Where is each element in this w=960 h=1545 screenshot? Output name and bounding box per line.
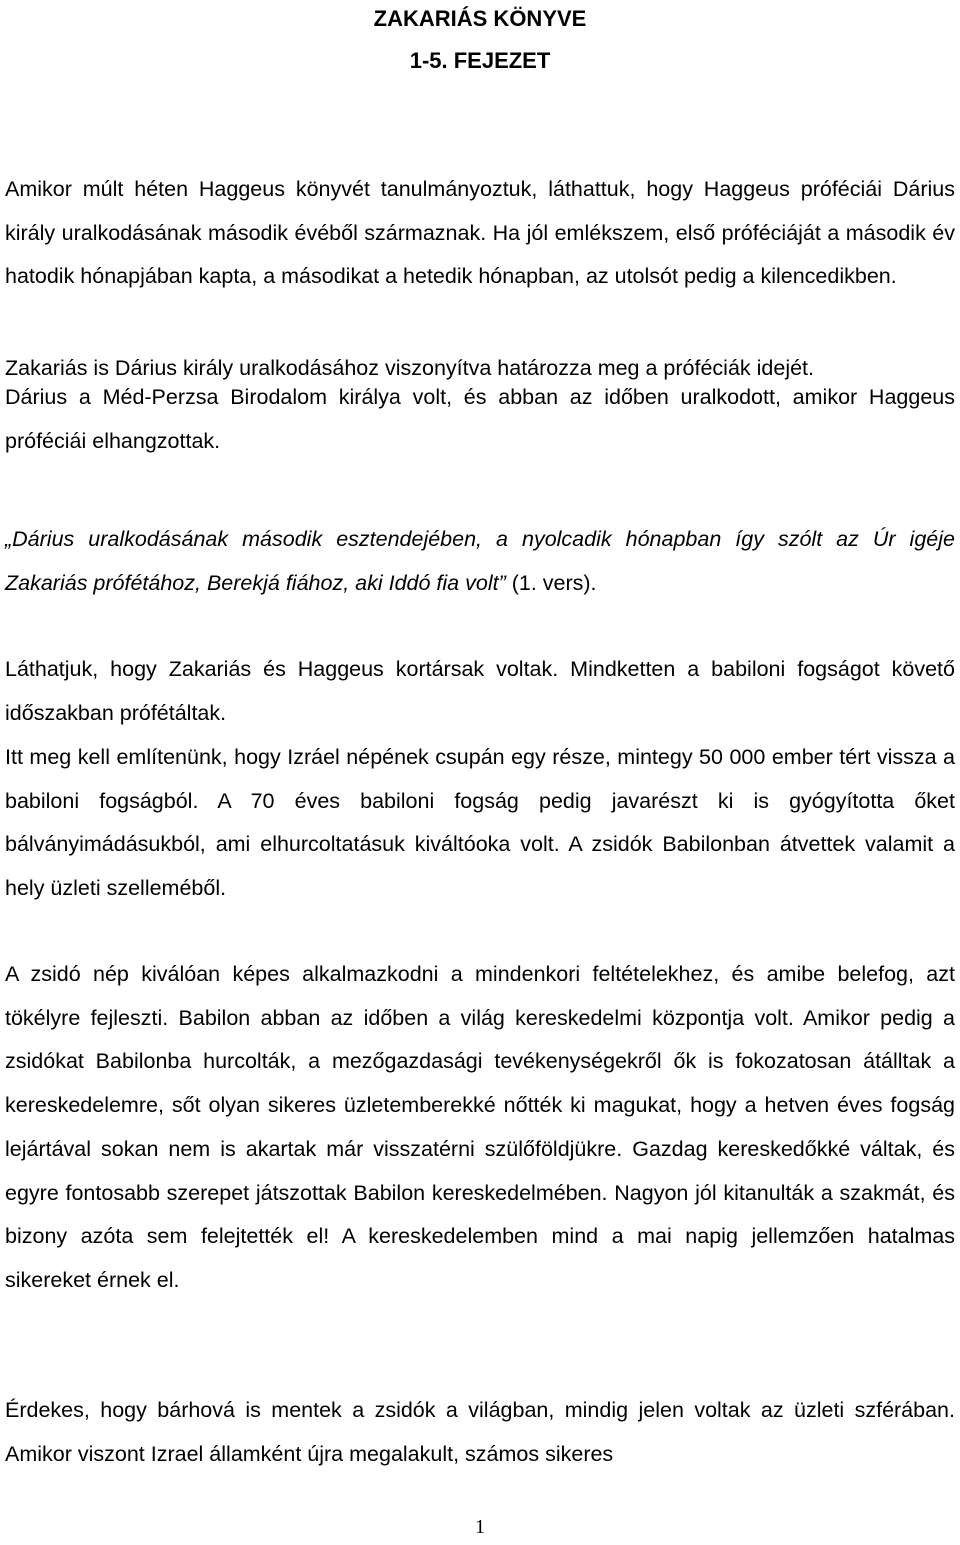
paragraph-business-sphere: Érdekes, hogy bárhová is mentek a zsidók a világban, mindig jelen voltak az üzleti szférában. Amikor viszont Izrael államként újra megalakult, számos sikeres [5, 1398, 955, 1466]
paragraph-zakarias-timing: Zakariás is Dárius király uralkodásához viszonyítva határozza meg a próféciák idejét. [5, 356, 815, 380]
verse-reference: (1. vers). [505, 570, 597, 595]
document-title: ZAKARIÁS KÖNYVE [373, 6, 587, 31]
paragraph-darius: Dárius a Méd-Perzsa Birodalom királya volt, és abban az időben uralkodott, amikor Haggeus próféciái elhangzottak. [5, 385, 955, 453]
paragraph-commerce: A zsidó nép kiválóan képes alkalmazkodni a mindenkori feltételekhez, és amibe belefog, azt tökélyre fejleszti. Babilon abban az időben a világ kereskedelmi központja volt. Amikor pedig a zsidókat Babilonba hurcolták, a mezőgazdasági tevékenységekről ők is fokozatosan átálltak a kereskedelemre, sőt olyan sikeres üzletemberekké nőtték ki magukat, hogy a hetven éves fogság lejártával sokan nem is akartak már visszatérni szülőföldjükre. Gazdag kereskedőkké váltak, és egyre fontosabb szerepet játszottak Babilon kereskedelmében. Nagyon jól kitanulták a szakmát, és bizony azóta sem felejtették el! A kereskedelemben mind a mai napig jellemzően hatalmas sikereket érnek el. [5, 962, 955, 1292]
scripture-quote-paragraph [5, 518, 955, 605]
chapter-heading: 1-5. FEJEZET [409, 48, 551, 73]
paragraph-return-from-exile: Itt meg kell említenünk, hogy Izráel népének csupán egy része, mintegy 50 000 ember tért vissza a babiloni fogságból. A 70 éves babiloni fogság pedig javarészt ki is gyógyította őket bálványimádásukból, ami elhurcoltatásuk kiváltóoka volt. A zsidók Babilonban átvettek valamit a hely üzleti szelleméből. [5, 745, 955, 901]
paragraph-contemporaries: Láthatjuk, hogy Zakariás és Haggeus kortársak voltak. Mindketten a babiloni fogságot követő időszakban prófétáltak. [5, 657, 955, 725]
scripture-quote: „Dárius uralkodásának második esztendejében, a nyolcadik hónapban így szólt az Úr igéje Zakariás prófétához, Berekjá fiához, aki Iddó fia volt” [5, 527, 955, 595]
page-number: 1 [475, 1516, 485, 1538]
paragraph-haggeus-intro: Amikor múlt héten Haggeus könyvét tanulmányoztuk, láthattuk, hogy Haggeus próféciái Dárius király uralkodásának második évéből származnak. Ha jól emlékszem, első próféciáját a második év hatodik hónapjában kapta, a másodikat a hetedik hónapban, az utolsót pedig a kilencedikben. [5, 177, 955, 289]
